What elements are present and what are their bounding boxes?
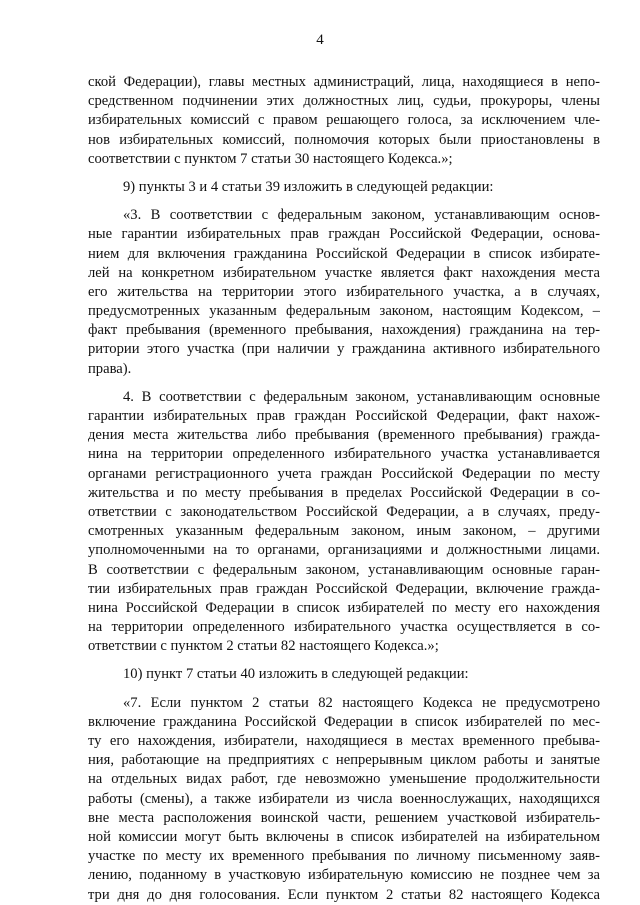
paragraph-clause-3 — [88, 206, 600, 379]
text-line: предусмотренных указанным федеральным законом, настоящим Кодексом, – — [88, 303, 600, 320]
text-line: лению, поданному в участковую избирательную комиссию не позднее чем за — [88, 867, 600, 884]
text-line: ответствии с законодательством Российской Федерации, а в случаях, преду- — [88, 503, 600, 520]
text-line: дения места жительства либо пребывания (временного пребывания) гражда- — [88, 427, 600, 444]
text-line: ту его нахождения, избиратели, находящиеся в местах временного пребыва- — [88, 733, 600, 749]
text-line: три дня до дня голосования. Если пунктом 2 статьи 82 настоящего Кодекса — [88, 886, 600, 903]
text-line: нием для включения гражданина Российской Федерации в список избирате- — [88, 245, 600, 262]
text-line: права). — [88, 360, 132, 377]
text-line: включение гражданина Российской Федерации в список избирателей по мес- — [88, 713, 600, 730]
text-line: ской Федерации), главы местных администраций, лица, находящиеся в непо- — [88, 74, 600, 90]
text-line: участке по месту их временного пребывания по личному письменному заяв- — [88, 848, 600, 865]
text-line: лей на конкретном избирательном участке является факт нахождения места — [88, 264, 600, 281]
text-line: тии избирательных прав граждан Российской Федерации, включение гражда- — [88, 580, 600, 597]
text-line: нина на территории определенного избирательного участка устанавливается — [88, 446, 600, 463]
text-line: ответствии с пунктом 2 статьи 82 настоящего Кодекса.»; — [88, 638, 439, 655]
text-line: нов избирательных комиссий, полномочия которых были приостановлены в — [88, 131, 600, 148]
text-line: соответствии с пунктом 7 статьи 30 настоящего Кодекса.»; — [88, 150, 453, 167]
text-line: органами регистрационного учета граждан Российской Федерации по месту — [88, 465, 600, 482]
text-line: ные гарантии избирательных прав граждан Российской Федерации, основа- — [88, 226, 600, 243]
text-line: «7. Если пунктом 2 статьи 82 настоящего Кодекса не предусмотрено — [123, 694, 600, 711]
page-number: 4 — [316, 32, 324, 48]
text-line: вне места расположения воинской части, решением участковой избиратель- — [88, 809, 600, 826]
paragraph-clause-7 — [88, 694, 600, 905]
text-line: работы (смены), а также избиратели из числа военнослужащих, находящихся — [88, 790, 600, 807]
text-line: «3. В соответствии с федеральным законом, устанавливающим основ- — [123, 207, 600, 224]
paragraph-item-9 — [88, 178, 600, 197]
paragraph-item-10 — [88, 665, 600, 684]
text-line: факт пребывания (временного пребывания, нахождения) гражданина на тер- — [88, 322, 600, 339]
text-line: 10) пункт 7 статьи 40 изложить в следующей редакции: — [123, 666, 469, 683]
text-line: ритории этого участка (при наличии у гражданина активного избирательного — [88, 341, 600, 358]
paragraph-continuation — [88, 73, 600, 169]
text-line: гарантии избирательных прав граждан Российской Федерации, факт нахож- — [88, 408, 600, 424]
text-line: нина Российской Федерации в список избирателей по месту его нахождения — [88, 599, 600, 616]
text-line: средственном подчинении этих должностных лиц, судьи, прокуроры, члены — [88, 93, 600, 110]
text-line: 4. В соответствии с федеральным законом, устанавливающим основные — [123, 388, 600, 405]
paragraph-clause-4 — [88, 388, 600, 657]
text-line: жительства и по месту пребывания в пределах Российской Федерации в со- — [88, 484, 600, 501]
text-line: избирательных комиссий с правом решающего голоса, за исключением чле- — [88, 112, 600, 129]
text-line: на отдельных видах работ, где невозможно уменьшение продолжительности — [88, 771, 600, 788]
text-line: В соответствии с федеральным законом, устанавливающим основные гаран- — [88, 561, 600, 578]
text-line: на территории определенного избирательного участка осуществляется в со- — [88, 619, 600, 636]
text-line: ной комиссии могут быть включены в список избирателей на избирательном — [88, 828, 600, 845]
document-body — [88, 73, 600, 905]
text-line: смотренных указанным федеральным законом, иным законом, – другими — [88, 523, 600, 540]
text-line: 9) пункты 3 и 4 статьи 39 изложить в следующей редакции: — [123, 178, 494, 195]
text-line: ния, работающие на предприятиях с непрерывным циклом работы и занятые — [88, 752, 600, 769]
text-line: его жительства на территории этого избирательного участка, а в случаях, — [88, 283, 600, 300]
text-line: уполномоченными на то органами, организациями и должностными лицами. — [88, 542, 600, 559]
